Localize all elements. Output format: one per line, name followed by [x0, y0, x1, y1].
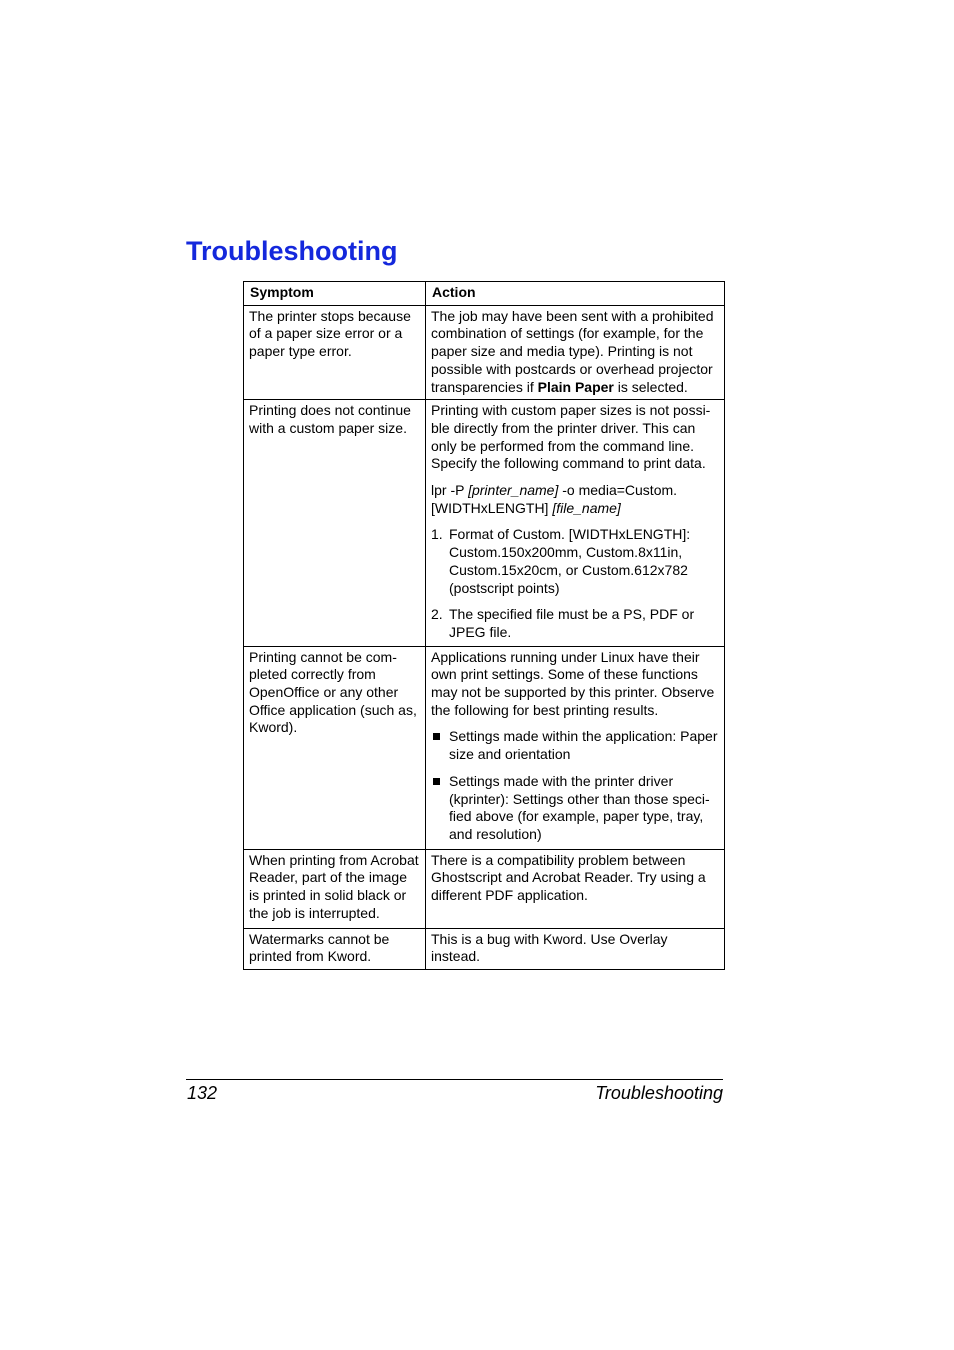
footer-divider: [186, 1079, 723, 1080]
action-cell: [426, 400, 725, 646]
header-action: Action: [426, 282, 725, 306]
action-cell: This is a bug with Kword. Use Overlay instead.: [426, 928, 725, 969]
list-item: Settings made within the application: Paper size and orientation: [431, 728, 719, 763]
table-row: [244, 646, 725, 849]
steps-list: [431, 526, 719, 641]
symptom-cell: When printing from Acrobat Reader, part of the image is printed in solid black or the job is interrupted.: [244, 849, 426, 928]
table-row: [244, 305, 725, 400]
header-symptom: Symptom: [244, 282, 426, 306]
list-item: Settings made with the printer driver (kprinter): Settings other than those speci-fied above (for example, paper type, tray, and resolution): [431, 773, 719, 844]
action-cell: [426, 305, 725, 400]
plain-paper-setting: Plain Paper: [537, 378, 614, 395]
table-row: [244, 400, 725, 646]
action-text: The job may have been sent with a prohibited combination of settings (for example, for the paper size and media type). Printing is not possible with postcards or overhead projector transparencies if Plain Paper is selected.: [431, 307, 714, 395]
action-intro: Printing with custom paper sizes is not possi-ble directly from the printer driver. This can only be performed from the command line. Specify the following command to print data.: [431, 402, 711, 472]
table-header-row: [244, 282, 725, 306]
bullet-square-icon: [433, 733, 440, 740]
footer-section-title: Troubleshooting: [595, 1083, 723, 1103]
table-row: [244, 849, 725, 928]
action-cell: There is a compatibility problem between Ghostscript and Acrobat Reader. Try using a different PDF application.: [426, 849, 725, 928]
troubleshooting-table: [243, 281, 725, 970]
command-line: lpr -P [printer_name] -o media=Custom.[WIDTHxLENGTH] [file_name]: [431, 482, 678, 516]
list-item: 2. The specified file must be a PS, PDF or JPEG file.: [431, 606, 695, 640]
bullet-list: [431, 728, 719, 843]
symptom-cell: Watermarks cannot be printed from Kword.: [244, 928, 426, 969]
action-intro: Applications running under Linux have their own print settings. Some of these functions may not be supported by this printer. Observe the following for best printing results.: [431, 648, 715, 718]
symptom-cell: Printing cannot be com-pleted correctly from OpenOffice or any other Office application (such as, Kword).: [244, 646, 426, 849]
page-title: Troubleshooting: [186, 236, 398, 266]
action-cell: [426, 646, 725, 849]
symptom-cell: The printer stops because of a paper size error or a paper type error.: [244, 305, 426, 400]
footer-page-number: 132: [187, 1083, 218, 1103]
symptom-cell: Printing does not continue with a custom paper size.: [244, 400, 426, 646]
list-item: 1. Format of Custom. [WIDTHxLENGTH]: Custom.150x200mm, Custom.8x11in, Custom.15x20cm, or Custom.612x782 (postscript points): [431, 526, 691, 596]
table-row: [244, 928, 725, 969]
bullet-square-icon: [433, 778, 440, 785]
